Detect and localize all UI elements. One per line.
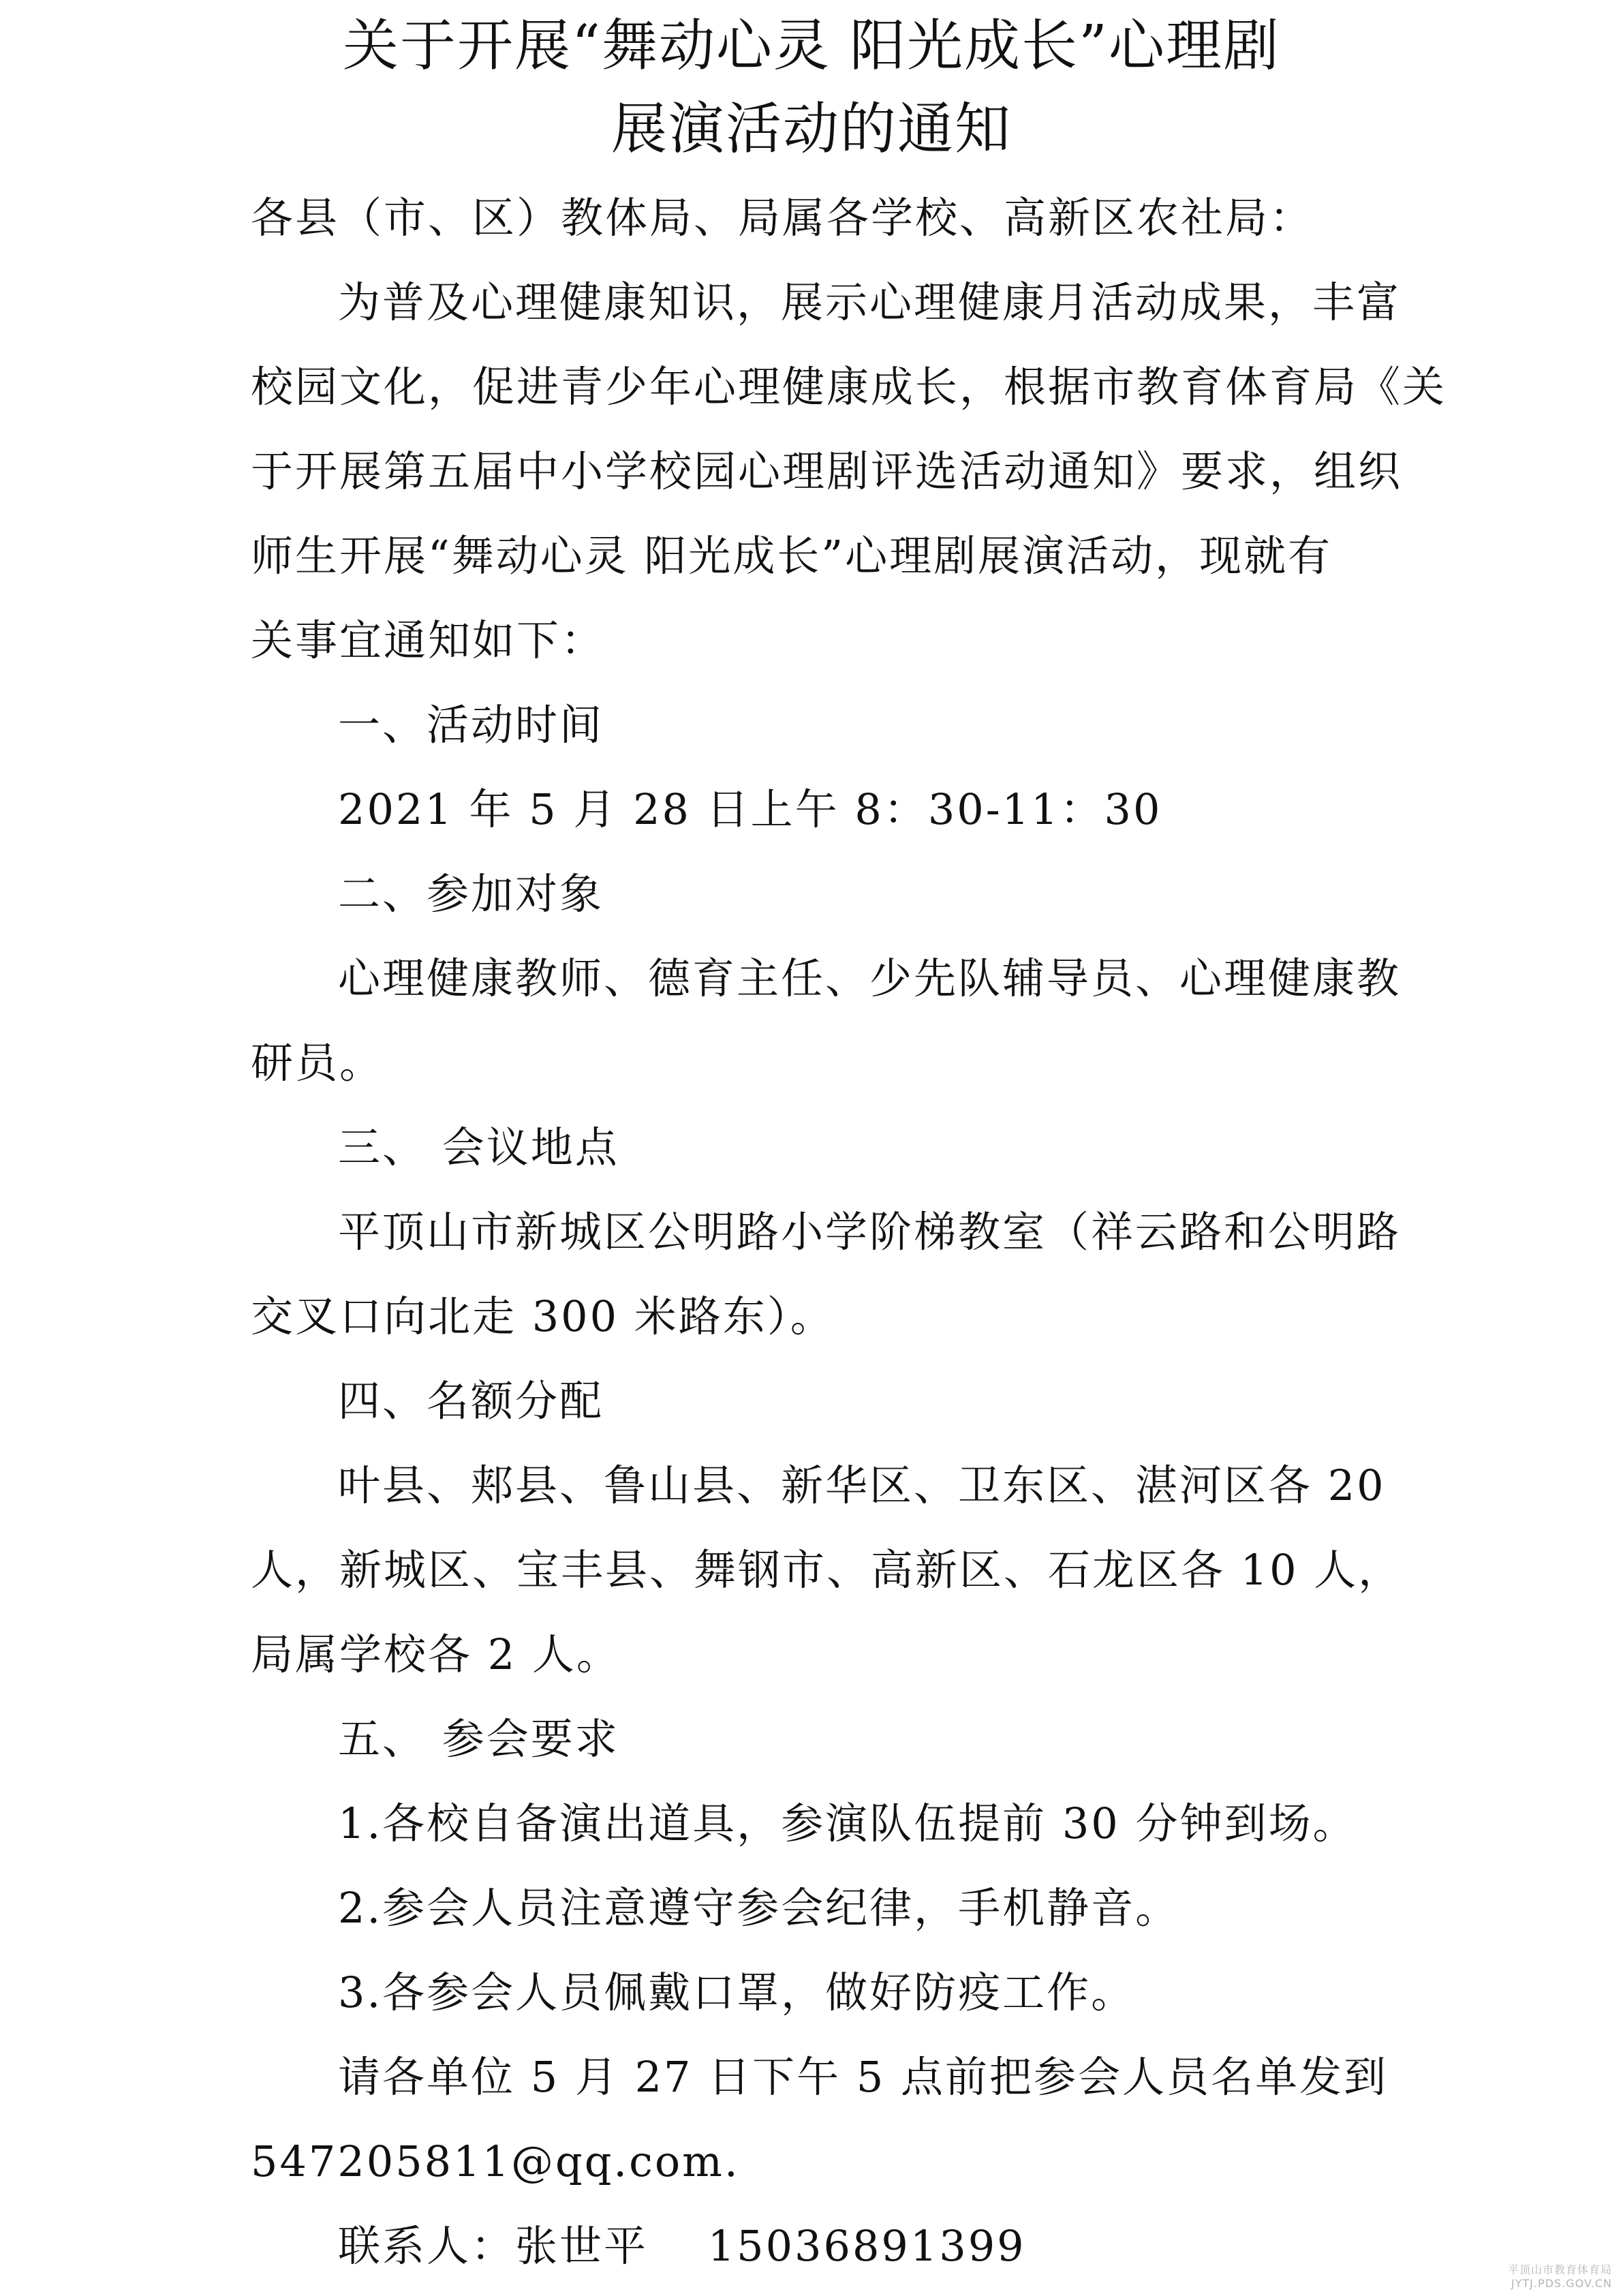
addressee: 各县（市、区）教体局、局属各学校、高新区农社局： (251, 193, 1314, 243)
section-4-text-line-2: 人，新城区、宝丰县、舞钢市、高新区、石龙区各 10 人， (251, 1545, 1403, 1595)
section-5-item-2: 2.参会人员注意遵守参会纪律，手机静音。 (338, 1883, 1180, 1933)
watermark-line-1: 平顶山市教育体育局 (1507, 2263, 1612, 2276)
intro-line-5: 关事宜通知如下： (251, 615, 606, 665)
section-3-text-line-2: 交叉口向北走 300 米路东）。 (251, 1291, 835, 1341)
document-title-line-2: 展演活动的通知 (610, 97, 1012, 162)
section-1-heading: 一、活动时间 (338, 700, 604, 750)
section-5-heading: 五、 参会要求 (338, 1714, 619, 1764)
watermark-line-2: JYTJ.PDS.GOV.CN (1511, 2277, 1612, 2290)
intro-line-1: 为普及心理健康知识，展示心理健康月活动成果，丰富 (338, 277, 1402, 327)
section-2-heading: 二、参加对象 (338, 869, 604, 919)
submission-email: 547205811@qq.com. (251, 2137, 740, 2186)
intro-line-3: 于开展第五届中小学校园心理剧评选活动通知》要求，组织 (251, 446, 1403, 496)
section-4-heading: 四、名额分配 (338, 1376, 604, 1426)
section-3-heading: 三、 会议地点 (338, 1122, 619, 1172)
closing-line: 请各单位 5 月 27 日下午 5 点前把参会人员名单发到 (338, 2052, 1389, 2102)
section-5-item-1: 1.各校自备演出道具，参演队伍提前 30 分钟到场。 (338, 1798, 1357, 1848)
section-3-text-line-1: 平顶山市新城区公明路小学阶梯教室（祥云路和公明路 (338, 1207, 1402, 1257)
section-2-text-line-2: 研员。 (251, 1038, 384, 1088)
contact-line: 联系人：张世平 15036891399 (338, 2221, 1026, 2271)
section-2-text-line-1: 心理健康教师、德育主任、少先队辅导员、心理健康教 (338, 953, 1402, 1003)
section-5-item-3: 3.各参会人员佩戴口罩，做好防疫工作。 (338, 1968, 1136, 2017)
section-4-text-line-3: 局属学校各 2 人。 (251, 1629, 621, 1679)
section-1-text: 2021 年 5 月 28 日上午 8：30-11：30 (338, 784, 1162, 834)
intro-line-2: 校园文化，促进青少年心理健康成长，根据市教育体育局《关 (251, 362, 1447, 412)
document-title-line-1: 关于开展“舞动心灵 阳光成长”心理剧 (343, 14, 1280, 78)
intro-line-4: 师生开展“舞动心灵 阳光成长”心理剧展演活动，现就有 (251, 531, 1333, 581)
section-4-text-line-1: 叶县、郏县、鲁山县、新华区、卫东区、湛河区各 20 (338, 1460, 1386, 1510)
site-watermark (1508, 2263, 1612, 2291)
